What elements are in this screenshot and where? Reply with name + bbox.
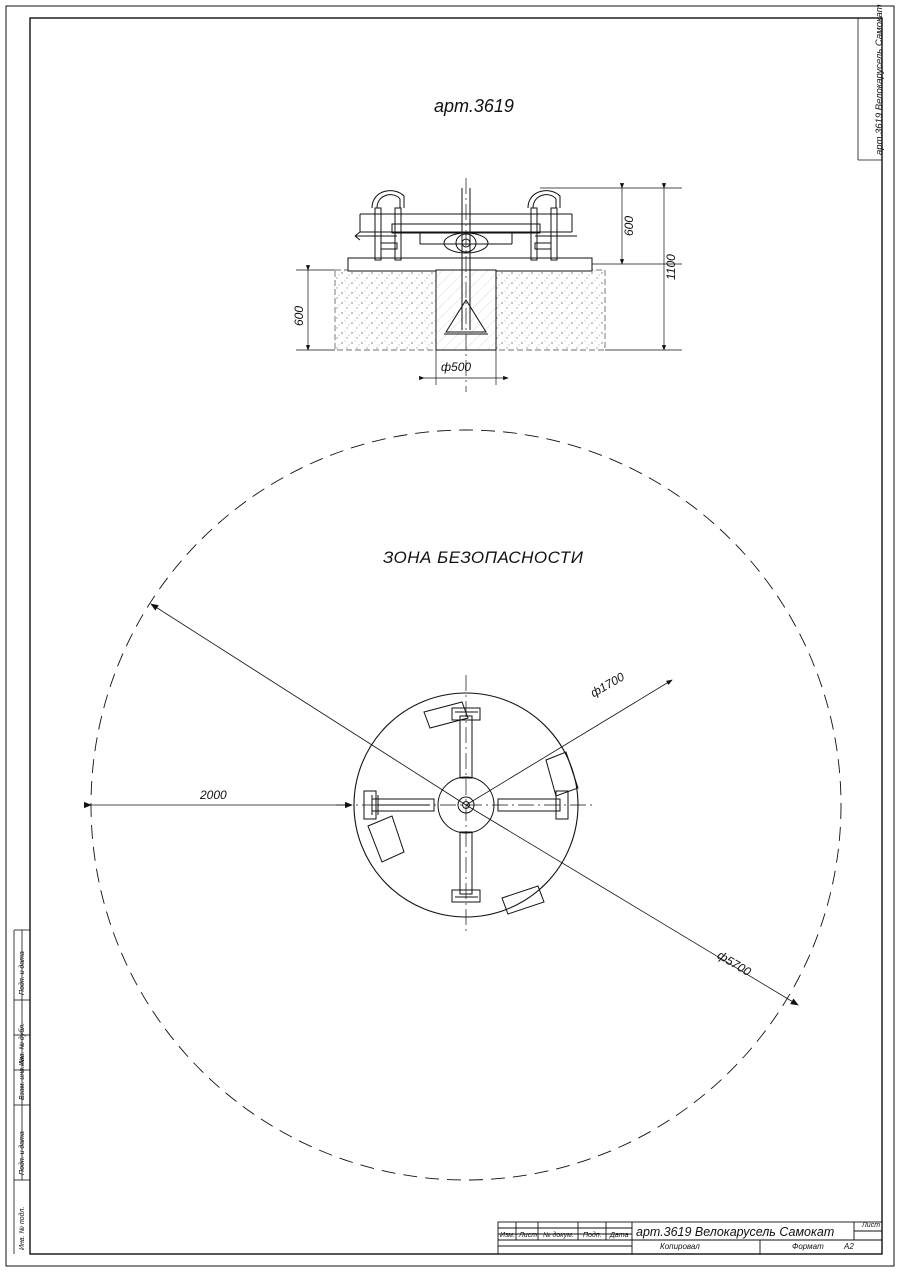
tb-col-izm: Изм. (500, 1232, 515, 1239)
tb-col-sign: Подп. (583, 1232, 602, 1239)
tb-format-value: А2 (844, 1242, 854, 1251)
dim-safety-offset: 2000 (200, 788, 227, 802)
tb-col-docnum: № докум. (543, 1232, 574, 1239)
margin-label-4: Инв. № подл. (19, 1206, 26, 1250)
dim-foundation-diameter: ф500 (441, 360, 472, 374)
tb-col-date: Дата (610, 1232, 629, 1239)
dim-height-above: 600 (622, 215, 636, 236)
safety-zone-label: ЗОНА БЕЗОПАСНОСТИ (383, 548, 584, 567)
dim-carousel-diameter: ф1700 (588, 669, 627, 701)
margin-label-2: Взам. инв. № (19, 1056, 26, 1100)
tb-product-name: арт.3619 Велокарусель Самокат (636, 1225, 835, 1239)
article-title: арт.3619 (434, 96, 514, 116)
side-tag: арт.3619 Велокарусель Самокат (874, 4, 885, 155)
dim-total-height: 1100 (664, 254, 678, 280)
margin-label-3: Подп. и дата (19, 1131, 26, 1175)
tb-sheet-label: Лист (862, 1222, 881, 1229)
tb-copy-label: Копировал (660, 1242, 700, 1251)
tb-format-label: Формат (792, 1242, 824, 1251)
margin-label-0: Подп. и дата (19, 951, 26, 995)
dim-depth-below: 600 (292, 305, 306, 326)
margin-label-1: Инв. № дубл. (19, 1022, 26, 1066)
tb-col-list: Лист (519, 1232, 538, 1239)
dim-safety-zone-diameter: ф5700 (714, 948, 754, 979)
